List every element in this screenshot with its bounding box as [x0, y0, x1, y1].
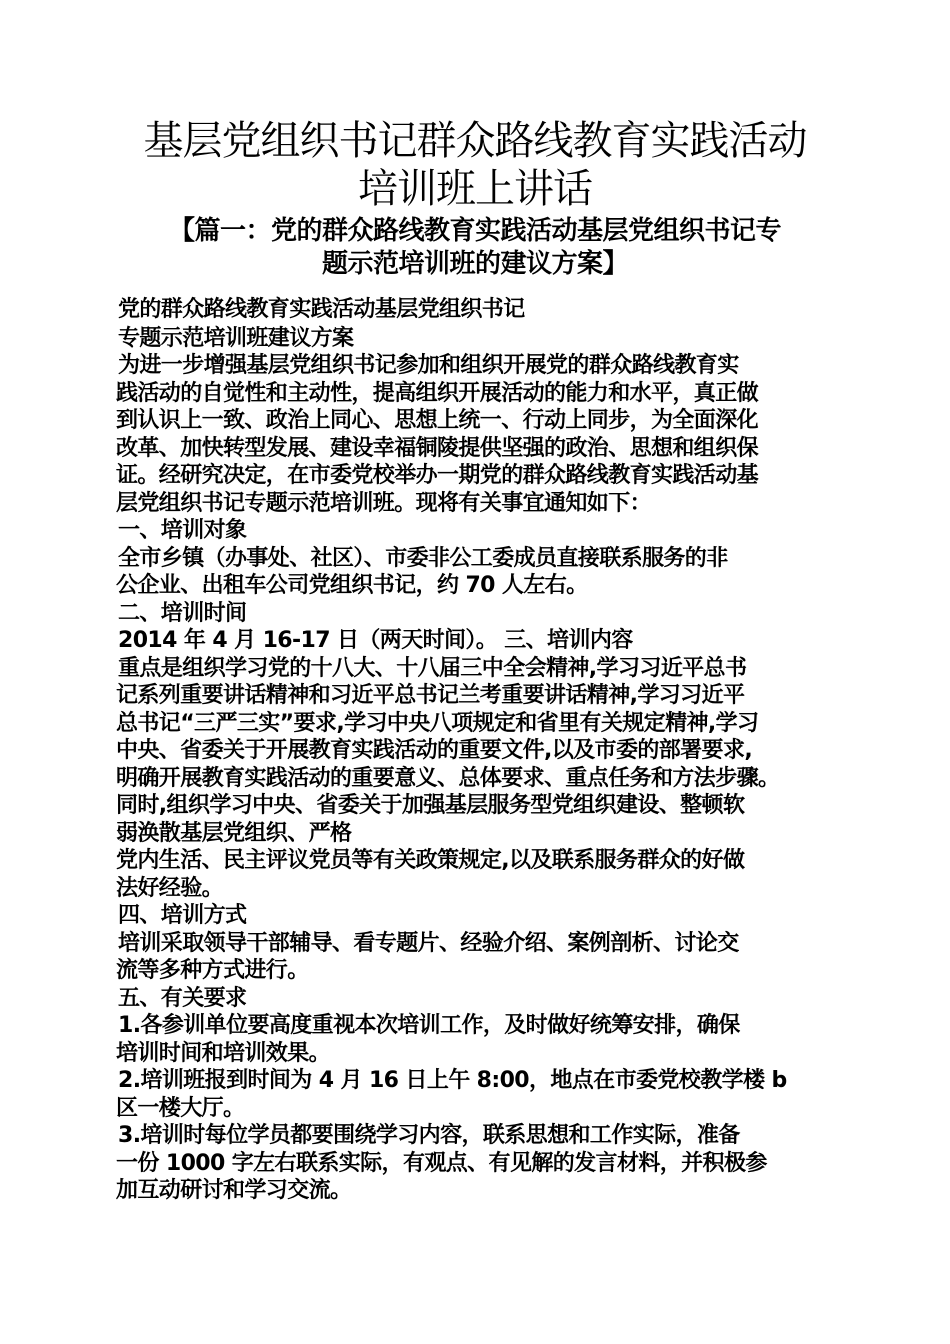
paragraph-line: 1.各参训单位要高度重视本次培训工作，及时做好统筹安排，确保	[118, 1013, 740, 1038]
paragraph-line: 中央、省委关于开展教育实践活动的重要文件,以及市委的部署要求,	[116, 738, 753, 763]
paragraph-line: 改革、加快转型发展、建设幸福铜陵提供坚强的政治、思想和组织保	[116, 436, 759, 461]
section-heading: 二、培训时间	[118, 601, 247, 626]
section-heading: 五、有关要求	[118, 986, 247, 1011]
document-subtitle-line-1: 【篇一：党的群众路线教育实践活动基层党组织书记专	[168, 216, 781, 246]
paragraph-line: 党内生活、民主评议党员等有关政策规定,以及联系服务群众的好做	[116, 848, 745, 873]
paragraph-line: 一份 1000 字左右联系实际，有观点、有见解的发言材料，并积极参	[116, 1151, 767, 1176]
section-heading: 四、培训方式	[118, 903, 247, 928]
paragraph-line: 到认识上一致、政治上同心、思想上统一、行动上同步，为全面深化	[116, 408, 759, 433]
paragraph-line: 重点是组织学习党的十八大、十八届三中全会精神,学习习近平总书	[118, 656, 747, 681]
paragraph-line: 全市乡镇（办事处、社区）、市委非公工委成员直接联系服务的非	[118, 546, 728, 571]
paragraph-line: 践活动的自觉性和主动性，提高组织开展活动的能力和水平，真正做	[116, 381, 759, 406]
paragraph-line: 培训采取领导干部辅导、看专题片、经验介绍、案例剖析、讨论交	[118, 931, 739, 956]
paragraph-line: 层党组织书记专题示范培训班。现将有关事宜通知如下：	[116, 491, 652, 516]
paragraph-line: 区一楼大厅。	[116, 1096, 245, 1121]
paragraph-line: 总书记“三严三实”要求,学习中央八项规定和省里有关规定精神,学习	[116, 711, 759, 736]
section-heading: 专题示范培训班建议方案	[118, 326, 354, 351]
paragraph-line: 流等多种方式进行。	[116, 958, 309, 983]
paragraph-line: 加互动研讨和学习交流。	[116, 1178, 352, 1203]
paragraph-line: 2014 年 4 月 16-17 日（两天时间）。 三、培训内容	[118, 628, 633, 653]
paragraph-line: 记系列重要讲话精神和习近平总书记兰考重要讲话精神,学习习近平	[116, 683, 745, 708]
paragraph-line: 法好经验。	[116, 876, 224, 901]
paragraph-line: 同时,组织学习中央、省委关于加强基层服务型党组织建设、整顿软	[116, 793, 745, 818]
paragraph-line: 弱涣散基层党组织、严格	[116, 821, 352, 846]
section-heading: 一、培训对象	[118, 518, 247, 543]
paragraph-line: 为进一步增强基层党组织书记参加和组织开展党的群众路线教育实	[118, 353, 739, 378]
document-title-line-2: 培训班上讲话	[358, 166, 592, 212]
paragraph-line: 证。经研究决定，在市委党校举办一期党的群众路线教育实践活动基	[116, 463, 759, 488]
paragraph-line: 2.培训班报到时间为 4 月 16 日上午 8:00，地点在市委党校教学楼 b	[118, 1068, 787, 1093]
paragraph-line: 3.培训时每位学员都要围绕学习内容，联系思想和工作实际，准备	[118, 1123, 740, 1148]
paragraph-line: 培训时间和培训效果。	[116, 1041, 331, 1066]
section-heading: 党的群众路线教育实践活动基层党组织书记	[118, 297, 525, 322]
document-subtitle-line-2: 题示范培训班的建议方案】	[321, 249, 628, 279]
document-title-line-1: 基层党组织书记群众路线教育实践活动	[143, 118, 807, 164]
paragraph-line: 公企业、出租车公司党组织书记，约 70 人左右。	[116, 573, 588, 598]
paragraph-line: 明确开展教育实践活动的重要意义、总体要求、重点任务和方法步骤。	[116, 766, 780, 791]
